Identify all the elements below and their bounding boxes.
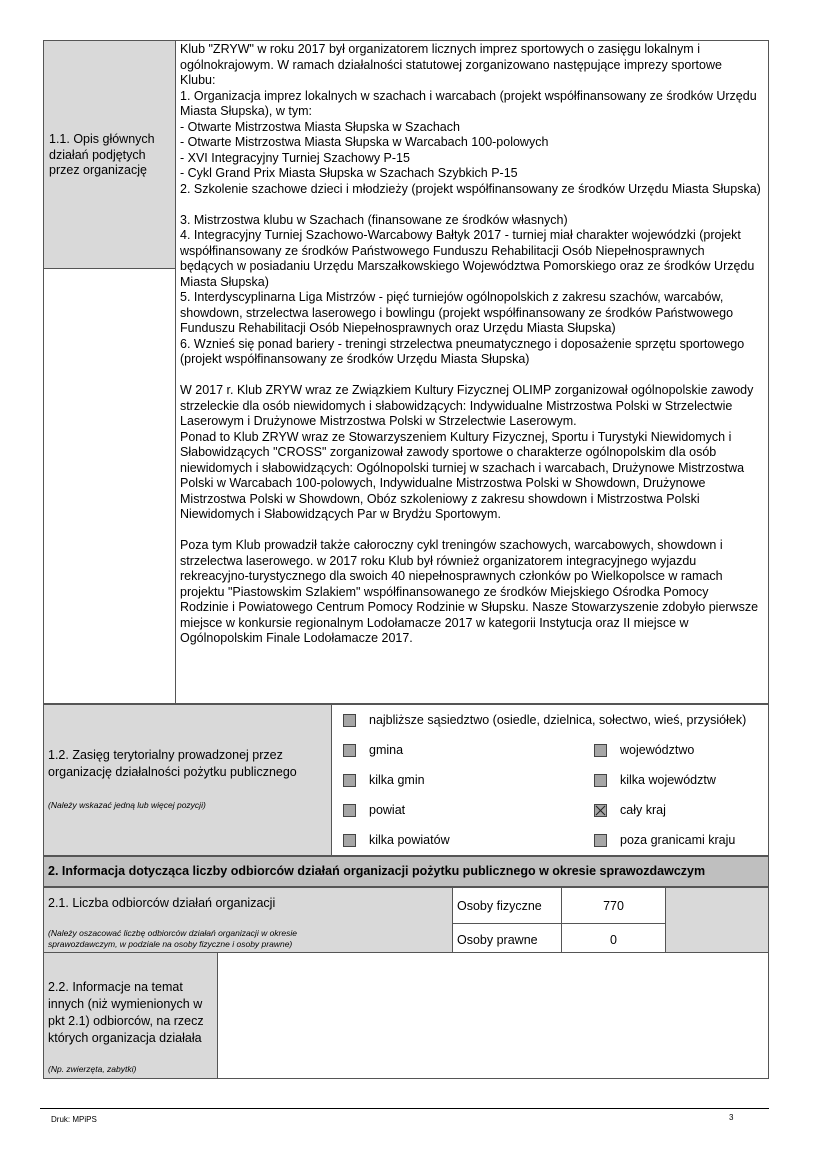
section-2-1-filler-cell xyxy=(665,887,769,953)
description-line: W 2017 r. Klub ZRYW wraz ze Związkiem Kultury Fizycznej OLIMP zorganizował ogólnopolskie zawody xyxy=(180,383,754,397)
section-1-2-label-line1: 1.2. Zasięg terytorialny prowadzonej przez xyxy=(48,748,283,762)
description-line: Ponad to Klub ZRYW wraz ze Stowarzyszeniem Kultury Fizycznej, Sportu i Turystyki Niewidomych i xyxy=(180,429,732,444)
footer-rule xyxy=(40,1108,769,1109)
section-2-header xyxy=(43,856,769,887)
osoby-prawne-value-cell[interactable] xyxy=(561,923,666,953)
description-line: 1. Organizacja imprez lokalnych w szachach i warcabach (projekt współfinansowany ze środków Urzędu xyxy=(180,88,757,103)
description-line: Polski w Warcabach 100-polowych, Indywidualne Mistrzostwa Polski w Showdown, Drużynowe xyxy=(180,476,706,490)
checkbox-poza-granicami[interactable] xyxy=(594,834,607,847)
description-line: Miasta Słupska), w tym: xyxy=(180,104,312,118)
section-2-2-line-2: innych (niż wymienionych w xyxy=(48,997,203,1011)
checkbox-wojewodztwo[interactable] xyxy=(594,744,607,757)
description-line: showdown, strzelectwa laserowego i bowlingu (projekt współfinansowany ze środków Państwowego xyxy=(180,305,734,320)
label-kilka-wojewodztw: kilka województw xyxy=(620,773,716,787)
page-number: 3 xyxy=(729,1113,734,1122)
osoby-fizyczne-value-cell[interactable] xyxy=(561,887,666,924)
section-2-2-line-3: pkt 2.1) odbiorców, na rzecz xyxy=(48,1014,204,1028)
osoby-fizyczne-label: Osoby fizyczne xyxy=(457,899,542,913)
label-kilka-gmin: kilka gmin xyxy=(369,773,425,787)
description-line: ogólnokrajowym. W ramach działalności statutowej zorganizowano następujące imprezy sportowe xyxy=(180,57,722,72)
description-line: Niewidomych i Słabowidzących Par w Brydżu Sportowym. xyxy=(180,507,501,521)
description-line: Rodzinie i Powiatowego Centrum Pomocy Rodzinie w Słupsku. Nasze Stowarzyszenie zdobyło pierwsze xyxy=(180,600,759,614)
description-line: 3. Mistrzostwa klubu w Szachach (finansowane ze środków własnych) xyxy=(180,212,568,227)
section-1-1-label-cell xyxy=(43,40,176,269)
section-1-2-note: (Należy wskazać jedną lub więcej pozycji) xyxy=(48,800,206,810)
description-line: strzeleckie dla osób niewidomych i słabowidzących: Indywidualne Mistrzostwa Polski w Strzelectwie xyxy=(180,398,733,413)
checkbox-kilka-powiatow[interactable] xyxy=(343,834,356,847)
label-najblizsze-sasiedztwo: najbliższe sąsiedztwo (osiedle, dzielnica, sołectwo, wieś, przysiółek) xyxy=(369,713,747,727)
osoby-fizyczne-value: 770 xyxy=(603,899,624,913)
description-line: Słabowidzących "CROSS" zorganizował zawody sportowe o charakterze ogólnopolskim dla osób xyxy=(180,445,717,459)
description-line: Funduszu Rehabilitacji Osób Niepełnosprawnych oraz Urzędu Miasta Słupska) xyxy=(180,321,616,335)
description-line: współfinansowany ze środków Państwowego Funduszu Rehabilitacji Osób Niepełnosprawnych xyxy=(180,243,705,258)
description-line: - Cykl Grand Prix Miasta Słupska w Szachach Szybkich P-15 xyxy=(180,166,518,180)
description-paragraph xyxy=(180,42,768,197)
label-caly-kraj: cały kraj xyxy=(620,803,666,817)
description-line: niewidomych i słabowidzących: Ogólnopolski turniej w szachach i warcabach, Drużynowe Mistrzostwa xyxy=(180,460,745,475)
description-line: 4. Integracyjny Turniej Szachowo-Warcabowy Bałtyk 2017 - turniej miał charakter wojewódzki (projekt xyxy=(180,228,741,242)
description-line: Poza tym Klub prowadził także całoroczny cykl treningów szachowych, warcabowych, showdown i xyxy=(180,538,723,552)
label-wojewodztwo: województwo xyxy=(620,743,695,757)
osoby-prawne-value: 0 xyxy=(610,933,617,947)
description-line: Miasta Słupska) xyxy=(180,274,269,289)
osoby-prawne-label: Osoby prawne xyxy=(457,933,538,947)
description-line: projektu "Piastowskim Szlakiem" współfinansowanego ze środków Miejskiego Ośrodka Pomocy xyxy=(180,584,709,599)
description-line: Ogólnopolskim Finale Lodołamacze 2017. xyxy=(180,631,413,645)
section-1-1-divider xyxy=(175,40,176,704)
section-1-1-label: 1.1. Opis głównych działań podjętych przez organizację xyxy=(49,132,155,177)
section-1-2-label-line2: organizację działalności pożytku publicznego xyxy=(48,765,297,779)
section-2-2-line-4: których organizacja działała xyxy=(48,1031,202,1045)
section-2-2-value-cell[interactable] xyxy=(217,952,769,1079)
description-line: rekreacyjno-turystycznego dla swoich 40 niepełnosprawnych członków po Wielkopolsce w ramach xyxy=(180,569,723,583)
section-2-2-line-1: 2.2. Informacje na temat xyxy=(48,980,183,994)
label-powiat: powiat xyxy=(369,803,406,817)
description-line: 6. Wznieś się ponad bariery - treningi strzelectwa pneumatycznego i doposażenie sprzętu sportowego xyxy=(180,336,745,351)
description-line: - Otwarte Mistrzostwa Miasta Słupska w Szachach xyxy=(180,119,460,134)
footer-print-label: Druk: MPiPS xyxy=(51,1115,97,1124)
label-gmina: gmina xyxy=(369,743,404,757)
description-line: miejsce w konkursie regionalnym Lodołamacze 2017 w kategorii Instytucja oraz II miejsce w xyxy=(180,615,689,630)
section-2-1-note-line1: (Należy oszacować liczbę odbiorców działań organizacji w okresie xyxy=(48,928,297,938)
description-paragraph xyxy=(180,213,768,368)
description-paragraph xyxy=(180,538,768,647)
label-poza-granicami: poza granicami kraju xyxy=(620,833,736,847)
osoby-prawne-label-cell xyxy=(452,923,562,953)
section-2-1-note-line2: sprawozdawczym, w podziale na osoby fizyczne i osoby prawne) xyxy=(48,939,293,949)
osoby-fizyczne-label-cell xyxy=(452,887,562,924)
label-kilka-powiatow: kilka powiatów xyxy=(369,833,450,847)
checkbox-powiat[interactable] xyxy=(343,804,356,817)
description-line: Klub "ZRYW" w roku 2017 był organizatorem licznych imprez sportowych o zasięgu lokalnym i xyxy=(180,42,700,56)
section-2-2-label-cell xyxy=(43,952,218,1079)
description-line: - XVI Integracyjny Turniej Szachowy P-15 xyxy=(180,150,410,165)
checkbox-kilka-gmin[interactable] xyxy=(343,774,356,787)
section-2-1-label: 2.1. Liczba odbiorców działań organizacji xyxy=(48,896,276,910)
checkbox-caly-kraj[interactable] xyxy=(594,804,607,817)
section-1-1-description xyxy=(180,42,768,662)
section-2-1-label-cell xyxy=(43,887,453,953)
description-line: będących w posiadaniu Urzędu Marszałkowskiego Województwa Pomorskiego oraz ze środków Urzędu xyxy=(180,259,755,273)
description-line: (projekt współfinansowany ze środków Urzędu Miasta Słupska) xyxy=(180,352,530,366)
checkbox-gmina[interactable] xyxy=(343,744,356,757)
description-paragraph xyxy=(180,383,768,523)
checkbox-najblizsze-sasiedztwo[interactable] xyxy=(343,714,356,727)
section-2-header-text: 2. Informacja dotycząca liczby odbiorców działań organizacji pożytku publicznego w okresie sprawozdawczym xyxy=(48,864,706,878)
description-line: - Otwarte Mistrzostwa Miasta Słupska w Warcabach 100-polowych xyxy=(180,135,549,149)
section-2-2-note: (Np. zwierzęta, zabytki) xyxy=(48,1064,137,1074)
description-line: 2. Szkolenie szachowe dzieci i młodzieży (projekt współfinansowany ze środków Urzędu Miasta Słupska) xyxy=(180,181,761,196)
description-line: strzelectwa laserowego. w 2017 roku Klub był również organizatorem integracyjnego wyjazdu xyxy=(180,553,697,568)
description-line: Laserowym i Drużynowe Mistrzostwa Polski w Strzelectwie Laserowym. xyxy=(180,414,577,428)
description-line: Klubu: xyxy=(180,73,216,87)
description-line: Mistrzostwa Polski w Showdown, Obóz szkoleniowy z zakresu showdown i Mistrzostwa Polski xyxy=(180,491,700,506)
description-line: 5. Interdyscyplinarna Liga Mistrzów - pięć turniejów ogólnopolskich z zakresu szachów, warcabów, xyxy=(180,290,724,304)
checkbox-kilka-wojewodztw[interactable] xyxy=(594,774,607,787)
section-1-2-label-cell xyxy=(43,704,332,856)
